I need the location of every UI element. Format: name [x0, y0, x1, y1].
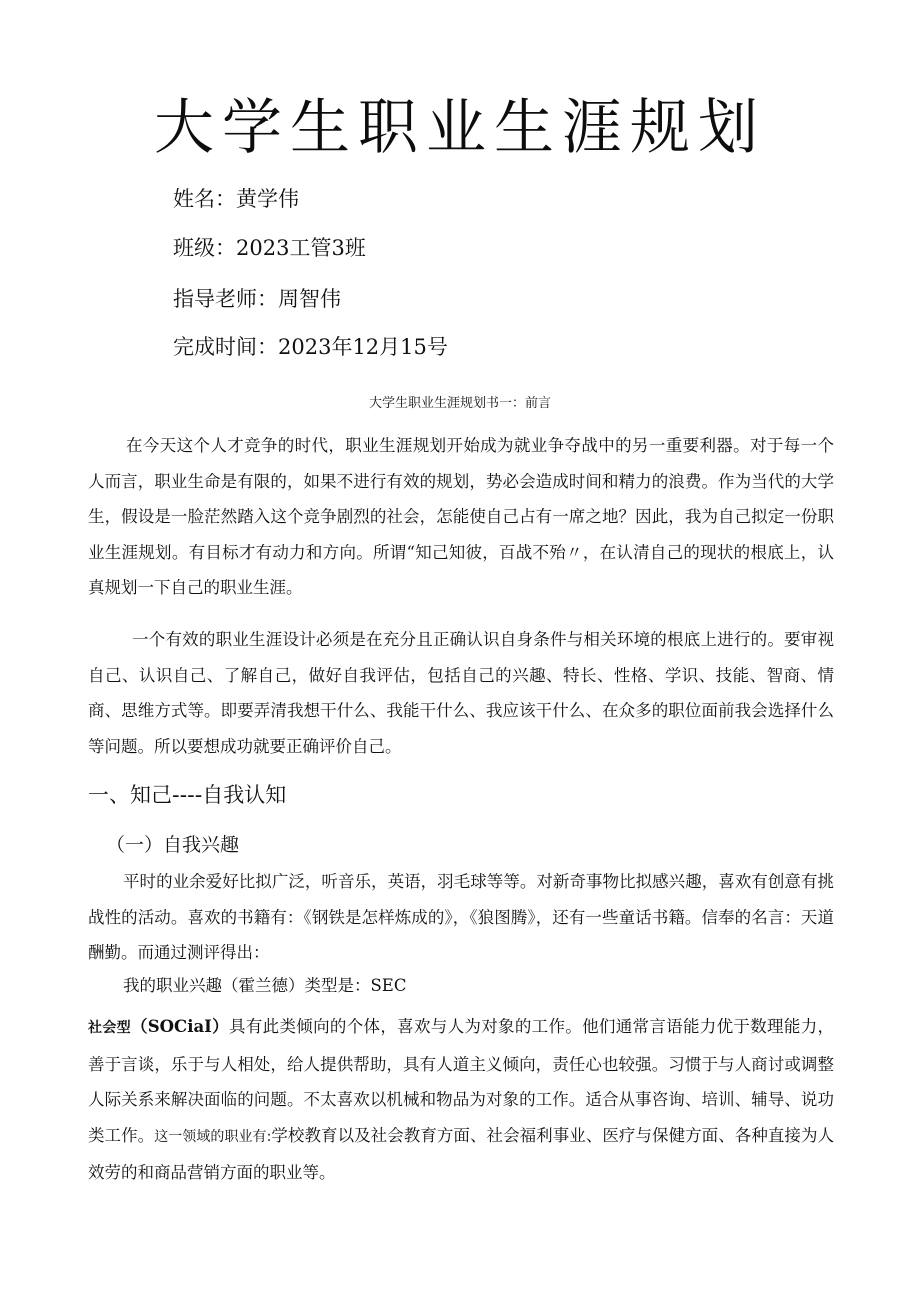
social-fields-label: 这一领域的职业有:	[154, 1128, 272, 1145]
info-name	[173, 185, 299, 213]
info-advisor	[173, 285, 341, 313]
subsection-heading-interest: （一）自我兴趣	[106, 834, 240, 856]
info-name-label: 姓名：	[173, 187, 236, 211]
holland-type-line: 我的职业兴趣（霍兰德）类型是：SEC	[123, 976, 407, 995]
info-advisor-value: 周智伟	[278, 287, 341, 311]
preface-heading: 大学生职业生涯规划书一：前言	[368, 396, 551, 411]
preface-paragraph-2: 一个有效的职业生涯设计必须是在充分且正确认识自身条件与相关环境的根底上进行的。要审视自己、认识自己、了解自己，做好自我评估，包括自己的兴趣、特长、性格、学识、技能、智商、情商、思维方式等。即要弄清我想干什么、我能干什么、我应该干什么、在众多的职位面前我会选择什么等问题。所以要想成功就要正确评价自己。	[88, 630, 834, 756]
document-title: 大学生职业生涯规划	[154, 93, 766, 163]
info-class-value: 2023工管3班	[236, 236, 366, 260]
social-type-english: （SOCiaI）	[130, 1017, 229, 1036]
interest-paragraph: 平时的业余爱好比拟广泛，听音乐，英语，羽毛球等等。对新奇事物比拟感兴趣，喜欢有创意有挑战性的活动。喜欢的书籍有：《钢铁是怎样炼成的》，《狼图腾》，还有一些童话书籍。信奉的名言：天道酬勤。而通过测评得出：	[88, 872, 834, 962]
info-date-value: 2023年12月15号	[278, 335, 448, 359]
social-type-text-2: 学校教育以及社会教育方面、社会福利事业、医疗与保健方面、各种直接为人效劳的和商品营销方面的职业等。	[88, 1125, 835, 1182]
section-heading-self-awareness: 一、知己----自我认知	[88, 783, 287, 807]
social-type-text-1: 具有此类倾向的个体，喜欢与人为对象的工作。他们通常言语能力优于数理能力，善于言谈，乐于与人相处，给人提供帮助，具有人道主义倾向，责任心也较强。习惯于与人商讨或调整人际关系来解决面临的问题。不太喜欢以机械和物品为对象的工作。适合从事咨询、培训、辅导、说功类工作。	[88, 1017, 835, 1145]
info-advisor-label: 指导老师：	[173, 287, 278, 311]
info-date-label: 完成时间：	[173, 335, 278, 359]
info-date	[173, 333, 448, 361]
info-name-value: 黄学伟	[236, 187, 299, 211]
info-class-label: 班级：	[173, 236, 236, 260]
social-type-label: 社会型	[88, 1020, 131, 1036]
preface-paragraph-1: 在今天这个人才竞争的时代，职业生涯规划开始成为就业争夺战中的另一重要利器。对于每一个人而言，职业生命是有限的，如果不进行有效的规划，势必会造成时间和精力的浪费。作为当代的大学生，假设是一脸茫然踏入这个竞争剧烈的社会，怎能使自己占有一席之地？因此，我为自己拟定一份职业生涯规划。有目标才有动力和方向。所谓“知己知彼，百战不殆〃，在认清自己的现状的根底上，认真规划一下自己的职业生涯。	[88, 436, 834, 597]
info-class	[173, 234, 366, 262]
social-type-paragraph	[88, 1009, 834, 1191]
